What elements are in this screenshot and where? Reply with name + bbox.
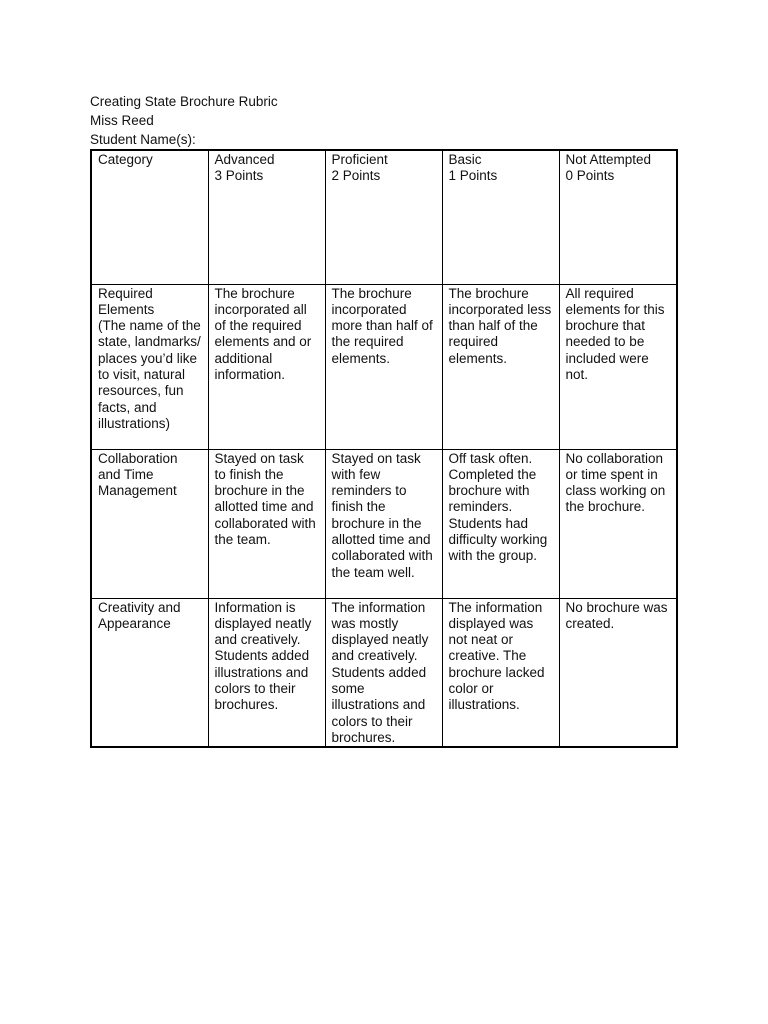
document-title: Creating State Brochure Rubric: [90, 94, 278, 109]
rubric-row-creativity: [91, 598, 677, 747]
header-level-name: Not Attempted: [565, 152, 652, 167]
advanced-cell: Stayed on task to finish the brochure in the allotted time and collaborated with the team.: [208, 449, 325, 598]
rubric-table: [90, 149, 678, 748]
category-cell: Required Elements (The name of the state, landmarks/ places you’d like to visit, natural resources, fun facts, and illustrations): [91, 284, 208, 449]
category-cell: Creativity and Appearance: [91, 598, 208, 747]
document-header: [90, 92, 278, 149]
not-attempted-cell: No collaboration or time spent in class working on the brochure.: [559, 449, 677, 598]
header-level-points: 1 Points: [448, 168, 498, 184]
proficient-cell: The brochure incorporated more than half of the required elements.: [325, 284, 442, 449]
header-level-points: 2 Points: [331, 168, 381, 184]
advanced-cell: Information is displayed neatly and creatively. Students added illustrations and colors to their brochures.: [208, 598, 325, 747]
header-level-name: Advanced: [214, 152, 275, 167]
basic-cell: The information displayed was not neat or creative. The brochure lacked color or illustrations.: [442, 598, 559, 747]
proficient-cell: Stayed on task with few reminders to finish the brochure in the allotted time and collaborated with the team well.: [325, 449, 442, 598]
header-category-cell: [91, 150, 208, 284]
header-level-points: 3 Points: [214, 168, 264, 184]
basic-cell: Off task often. Completed the brochure with reminders. Students had difficulty working with the group.: [442, 449, 559, 598]
basic-cell: The brochure incorporated less than half of the required elements.: [442, 284, 559, 449]
header-level-points: 0 Points: [565, 168, 615, 184]
teacher-name: Miss Reed: [90, 113, 154, 128]
rubric-row-collaboration: [91, 449, 677, 598]
header-not-attempted-cell: [559, 150, 677, 284]
header-proficient-cell: [325, 150, 442, 284]
not-attempted-cell: No brochure was created.: [559, 598, 677, 747]
student-names-label: Student Name(s):: [90, 132, 196, 147]
not-attempted-cell: All required elements for this brochure that needed to be included were not.: [559, 284, 677, 449]
header-category-label: Category: [98, 152, 153, 167]
header-advanced-cell: [208, 150, 325, 284]
header-level-name: Proficient: [331, 152, 388, 167]
proficient-cell: The information was mostly displayed neatly and creatively. Students added some illustrations and colors to their brochures.: [325, 598, 442, 747]
rubric-header-row: [91, 150, 677, 284]
header-basic-cell: [442, 150, 559, 284]
rubric-row-required-elements: [91, 284, 677, 449]
advanced-cell: The brochure incorporated all of the required elements and or additional information.: [208, 284, 325, 449]
category-cell: Collaboration and Time Management: [91, 449, 208, 598]
header-level-name: Basic: [448, 152, 482, 167]
